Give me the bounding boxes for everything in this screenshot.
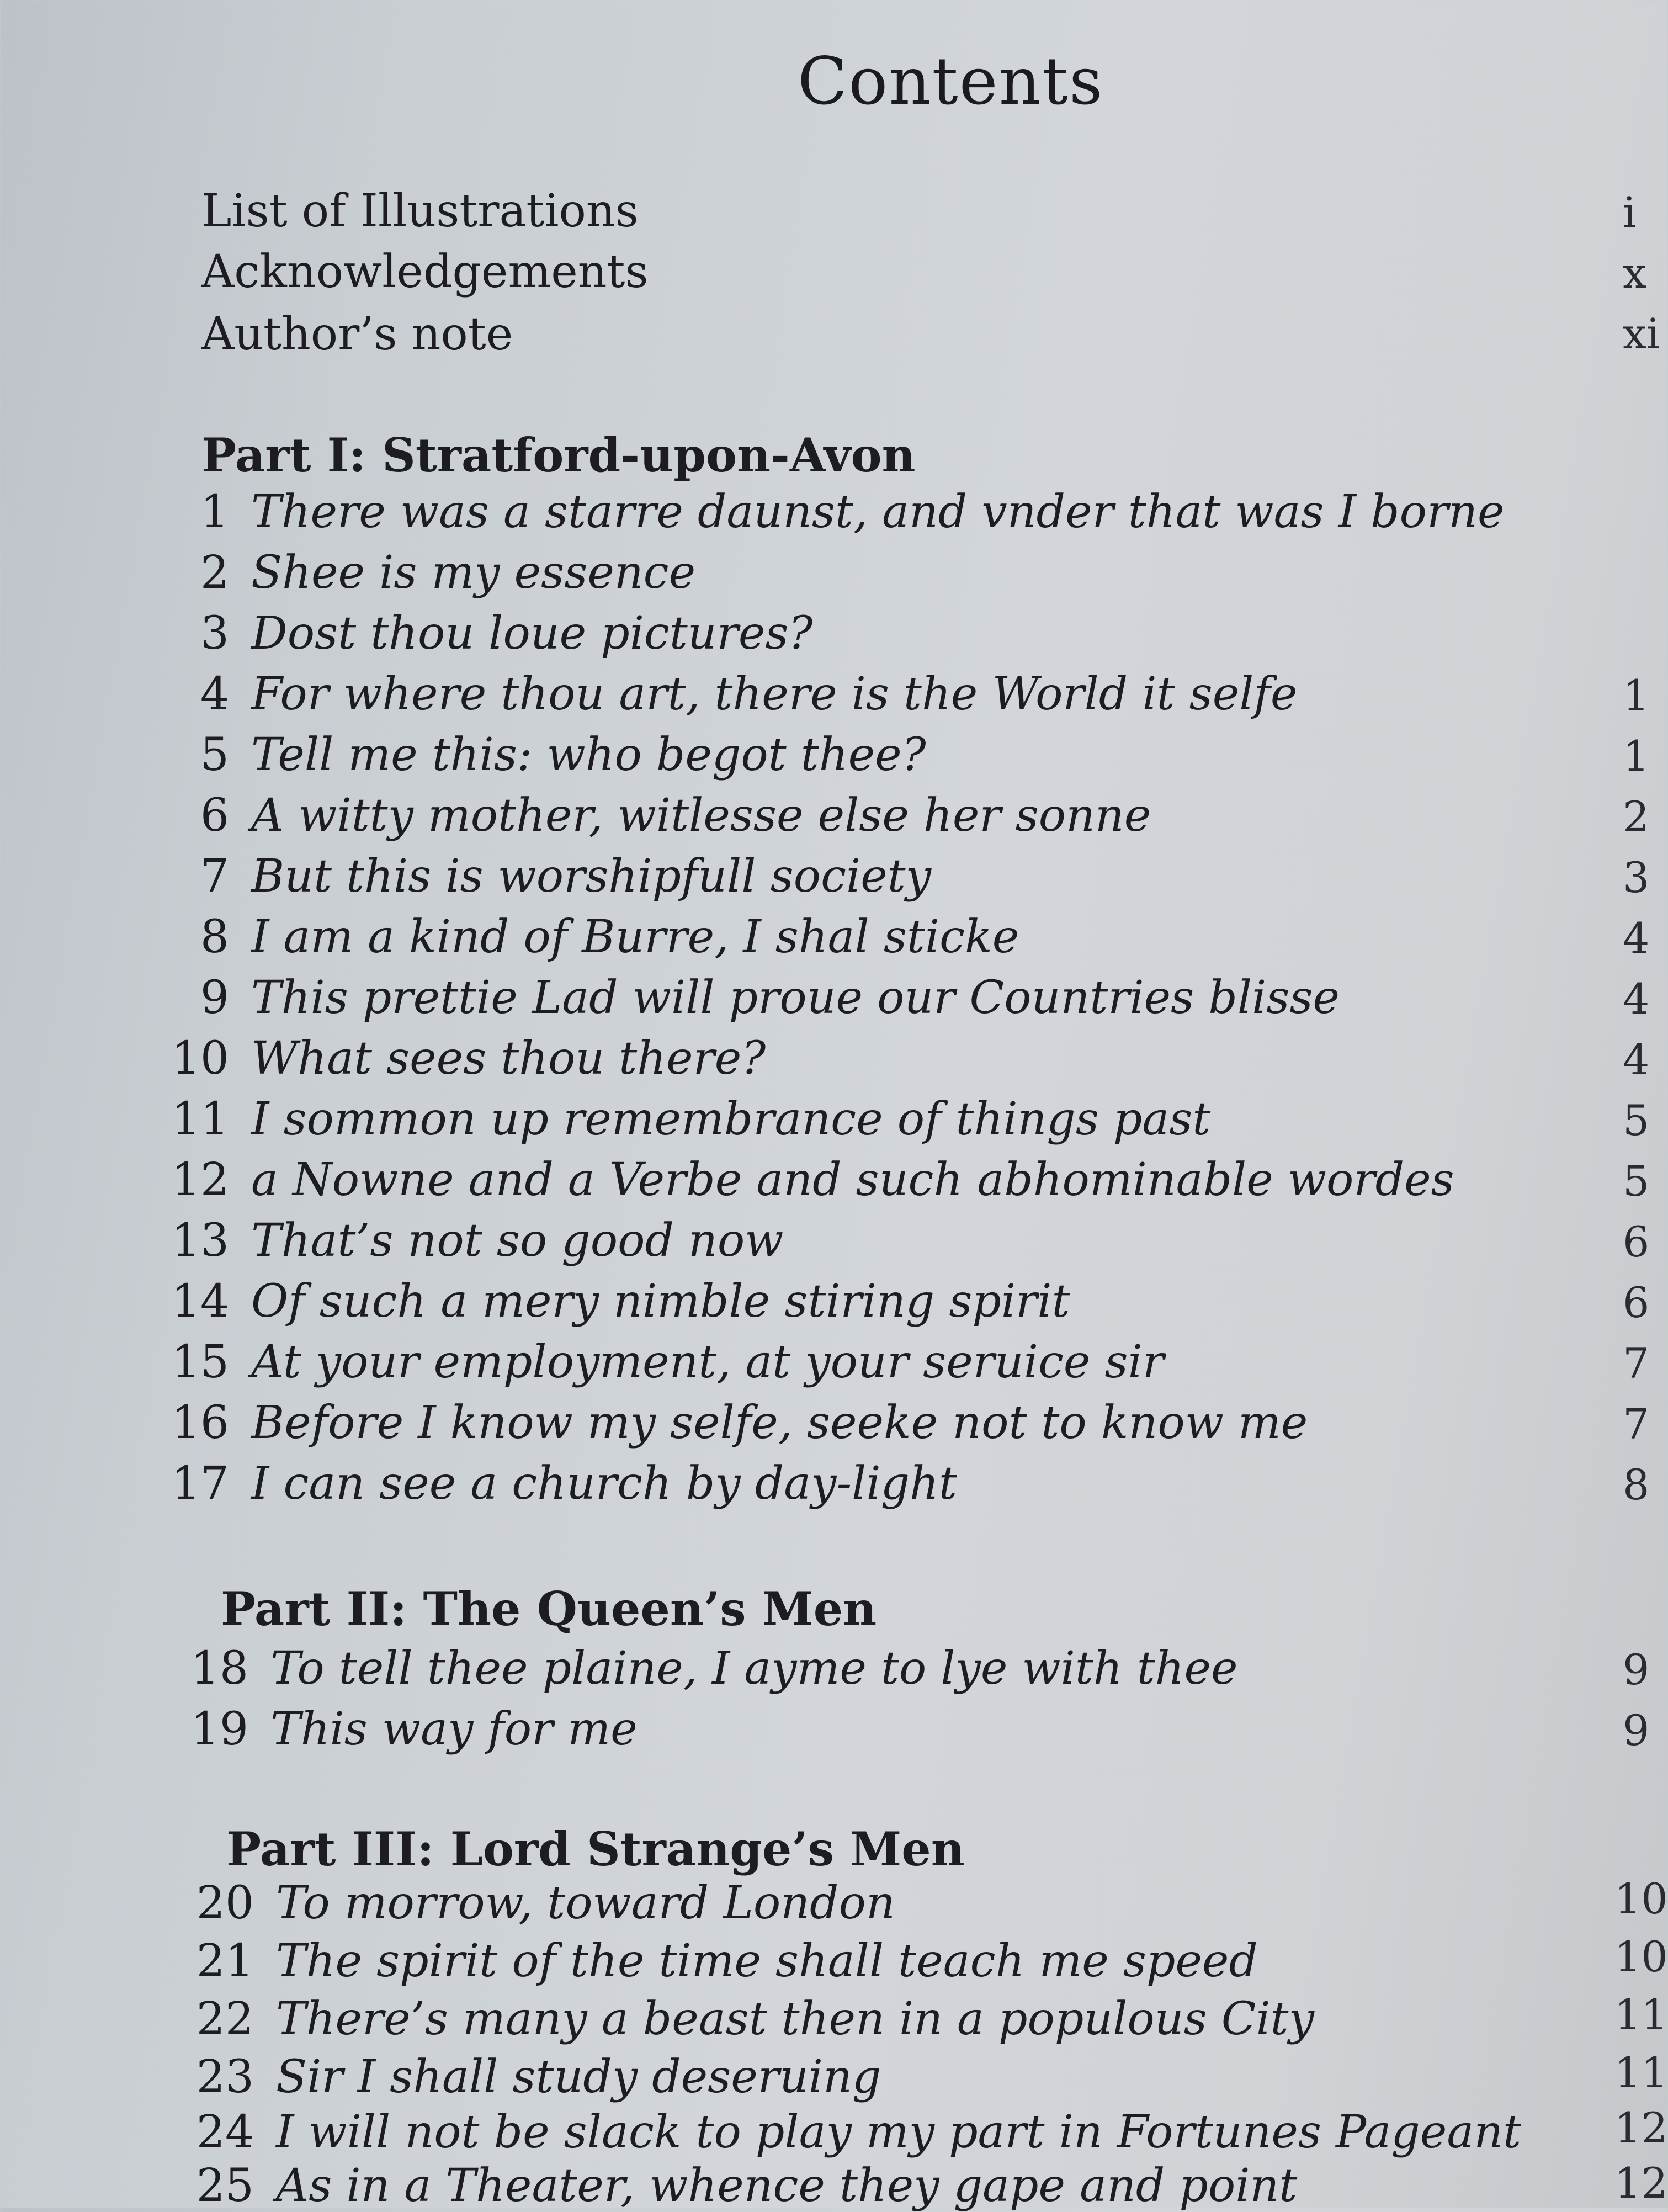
chapter-title: To morrow, toward London: [276, 1877, 895, 1929]
toc-chapter-row[interactable]: [146, 1214, 783, 1267]
chapter-title: That’s not so good now: [251, 1214, 784, 1267]
chapter-title: The spirit of the time shall teach me speed: [276, 1935, 1258, 1987]
toc-entry-authors-note[interactable]: Author’s note: [201, 308, 513, 360]
toc-page-number: 4: [1623, 1035, 1650, 1084]
toc-page-number: x: [1623, 248, 1646, 298]
toc-page-number: xi: [1623, 309, 1660, 358]
chapter-number: 2: [200, 547, 229, 599]
toc-page-number: 1: [1623, 731, 1650, 781]
chapter-title: I will not be slack to play my part in Fortunes Pageant: [276, 2106, 1522, 2158]
toc-chapter-row[interactable]: [146, 1093, 1210, 1145]
chapter-title: Tell me this: who begot thee?: [251, 729, 926, 781]
part-heading: Part II: The Queen’s Men: [221, 1582, 877, 1636]
toc-page-number: 7: [1623, 1339, 1650, 1388]
toc-page-number: 9: [1623, 1645, 1650, 1694]
toc-chapter-row[interactable]: [146, 1397, 1308, 1449]
toc-chapter-row[interactable]: [166, 1642, 1238, 1695]
chapter-number: 8: [200, 911, 229, 963]
chapter-number: 13: [171, 1214, 229, 1267]
chapter-title: Dost thou loue pictures?: [251, 607, 813, 660]
chapter-number: 22: [196, 1993, 254, 2045]
chapter-title: For where thou art, there is the World it selfe: [251, 668, 1298, 720]
chapter-title: This way for me: [270, 1703, 638, 1755]
chapter-number: 4: [200, 668, 229, 720]
toc-page-number: 5: [1623, 1096, 1650, 1145]
toc-chapter-row[interactable]: [146, 1154, 1454, 1206]
chapter-title: I can see a church by day-light: [251, 1457, 957, 1510]
toc-chapter-row[interactable]: [171, 1993, 1314, 2045]
chapter-title: a Nowne and a Verbe and such abhominable wordes: [251, 1154, 1454, 1206]
toc-chapter-row[interactable]: [146, 911, 1019, 963]
toc-entry-acknowledgements[interactable]: Acknowledgements: [201, 246, 649, 298]
toc-chapter-row[interactable]: [166, 1703, 638, 1755]
toc-page-number: 4: [1623, 914, 1650, 963]
toc-page-number: 1: [1623, 671, 1650, 720]
toc-page-number: 10: [1614, 1874, 1668, 1923]
toc-page-number: 10: [1614, 1932, 1668, 1981]
chapter-number: 21: [196, 1935, 254, 1987]
chapter-number: 18: [190, 1642, 248, 1695]
chapter-title: There was a starre daunst, and vnder that was I borne: [251, 486, 1505, 538]
toc-chapter-row[interactable]: [146, 850, 931, 903]
toc-page-number: 3: [1623, 853, 1650, 902]
chapter-title: To tell thee plaine, I ayme to lye with thee: [270, 1642, 1238, 1695]
chapter-number: 14: [171, 1275, 229, 1328]
chapter-number: 6: [200, 789, 229, 842]
chapter-number: 24: [196, 2106, 254, 2158]
toc-chapter-row[interactable]: [146, 1032, 766, 1085]
toc-entry-list-of-illustrations[interactable]: List of Illustrations: [201, 185, 639, 237]
chapter-title: But this is worshipfull society: [251, 850, 932, 903]
chapter-number: 23: [196, 2051, 254, 2103]
toc-chapter-row[interactable]: [171, 2106, 1521, 2158]
toc-page-number: 11: [1614, 2048, 1668, 2097]
toc-page-number: 12: [1614, 2158, 1668, 2208]
toc-page-number: 4: [1623, 974, 1650, 1023]
toc-page-number: 11: [1614, 1990, 1668, 2039]
toc-chapter-row[interactable]: [171, 1935, 1258, 1987]
chapter-title: Of such a mery nimble stiring spirit: [251, 1275, 1070, 1328]
part-heading: Part III: Lord Strange’s Men: [226, 1822, 965, 1876]
toc-page-number: 9: [1623, 1706, 1650, 1755]
chapter-number: 3: [200, 607, 229, 660]
toc-chapter-row[interactable]: [171, 2160, 1297, 2212]
chapter-number: 11: [171, 1093, 229, 1145]
toc-page-number: 8: [1623, 1460, 1650, 1509]
chapter-title: I sommon up remembrance of things past: [251, 1093, 1211, 1145]
toc-page-number: 12: [1614, 2103, 1668, 2152]
chapter-number: 17: [171, 1457, 229, 1510]
chapter-number: 16: [171, 1397, 229, 1449]
chapter-number: 25: [196, 2160, 254, 2212]
chapter-number: 12: [171, 1154, 229, 1206]
toc-chapter-row[interactable]: [146, 789, 1151, 842]
chapter-number: 1: [200, 486, 229, 538]
chapter-title: As in a Theater, whence they gape and point: [276, 2160, 1298, 2212]
chapter-number: 15: [171, 1336, 229, 1388]
chapter-number: 19: [190, 1703, 248, 1755]
chapter-title: There’s many a beast then in a populous City: [276, 1993, 1314, 2045]
chapter-title: A witty mother, witlesse else her sonne: [251, 789, 1151, 842]
chapter-number: 7: [200, 850, 229, 903]
part-heading: Part I: Stratford-upon-Avon: [201, 428, 916, 482]
toc-chapter-row[interactable]: [146, 1275, 1070, 1328]
toc-chapter-row[interactable]: [146, 547, 695, 599]
chapter-title: What sees thou there?: [251, 1032, 766, 1085]
toc-chapter-row[interactable]: [146, 1336, 1164, 1388]
chapter-title: Shee is my essence: [251, 547, 696, 599]
toc-page-number: i: [1623, 188, 1637, 237]
chapter-number: 20: [196, 1877, 254, 1929]
toc-chapter-row[interactable]: [171, 2051, 881, 2103]
toc-chapter-row[interactable]: [146, 668, 1297, 720]
toc-page-number: 7: [1623, 1399, 1650, 1449]
toc-page-number: 6: [1623, 1278, 1650, 1327]
chapter-number: 10: [171, 1032, 229, 1085]
toc-chapter-row[interactable]: [146, 607, 812, 660]
page-title: Contents: [798, 43, 1104, 119]
toc-chapter-row[interactable]: [146, 1457, 957, 1510]
toc-chapter-row[interactable]: [146, 486, 1505, 538]
toc-chapter-row[interactable]: [171, 1877, 895, 1929]
chapter-title: At your employment, at your seruice sir: [251, 1336, 1164, 1388]
chapter-title: Sir I shall study deseruing: [276, 2051, 881, 2103]
toc-page-number: 2: [1623, 792, 1650, 841]
chapter-title: I am a kind of Burre, I shal sticke: [251, 911, 1019, 963]
toc-page-number: 6: [1623, 1217, 1650, 1266]
chapter-title: This prettie Lad will proue our Countries blisse: [251, 972, 1340, 1024]
chapter-number: 5: [200, 729, 229, 781]
toc-page-number: 5: [1623, 1157, 1650, 1206]
chapter-number: 9: [200, 972, 229, 1024]
toc-chapter-row[interactable]: [146, 729, 926, 781]
toc-chapter-row[interactable]: [146, 972, 1340, 1024]
chapter-title: Before I know my selfe, seeke not to know me: [251, 1397, 1308, 1449]
